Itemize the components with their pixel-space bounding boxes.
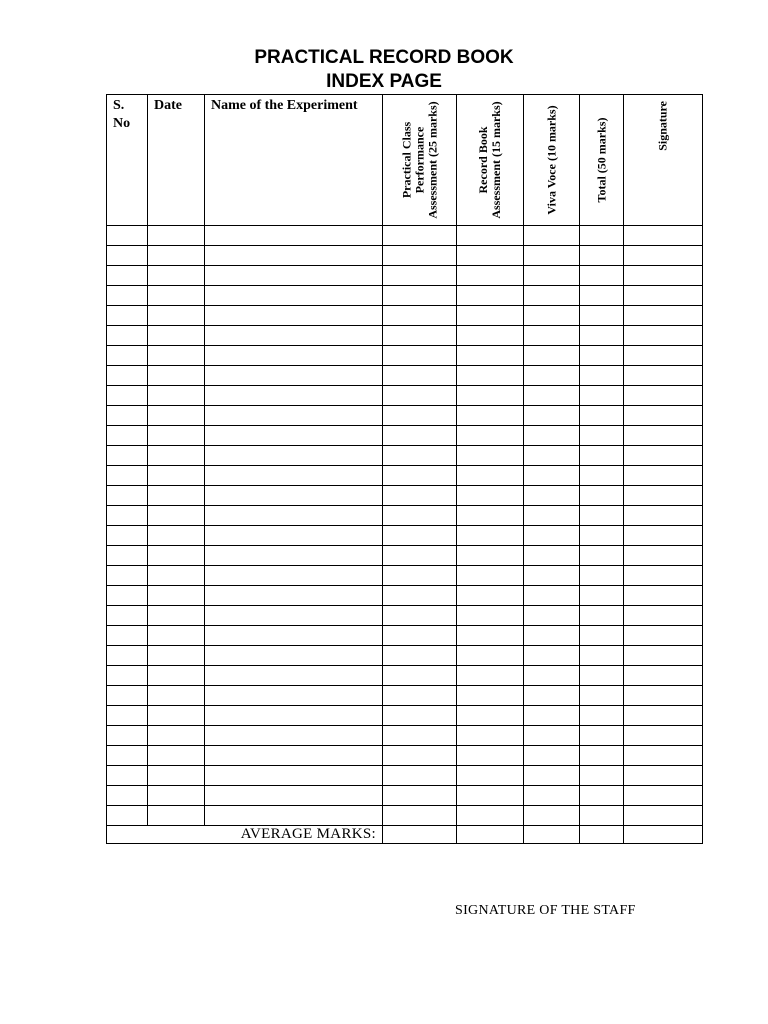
average-practical-cell[interactable]	[383, 826, 457, 844]
cell-signature[interactable]	[624, 526, 703, 546]
cell-date[interactable]	[148, 366, 205, 386]
cell-record[interactable]	[457, 686, 524, 706]
cell-signature[interactable]	[624, 446, 703, 466]
cell-viva[interactable]	[524, 406, 580, 426]
table-row	[107, 226, 703, 246]
cell-practical[interactable]	[383, 486, 457, 506]
cell-date[interactable]	[148, 286, 205, 306]
cell-date[interactable]	[148, 526, 205, 546]
cell-sno[interactable]	[107, 766, 148, 786]
cell-record[interactable]	[457, 466, 524, 486]
cell-sno[interactable]	[107, 466, 148, 486]
cell-viva[interactable]	[524, 346, 580, 366]
cell-total[interactable]	[580, 646, 624, 666]
cell-practical[interactable]	[383, 286, 457, 306]
table-row	[107, 766, 703, 786]
cell-date[interactable]	[148, 326, 205, 346]
col-header-date: Date	[148, 95, 205, 226]
cell-date[interactable]	[148, 566, 205, 586]
cell-total[interactable]	[580, 786, 624, 806]
cell-record[interactable]	[457, 266, 524, 286]
cell-viva[interactable]	[524, 766, 580, 786]
cell-experiment[interactable]	[205, 226, 383, 246]
cell-sno[interactable]	[107, 406, 148, 426]
average-row	[107, 826, 703, 844]
table-row	[107, 606, 703, 626]
table-body	[107, 226, 703, 826]
cell-sno[interactable]	[107, 446, 148, 466]
cell-date[interactable]	[148, 726, 205, 746]
col-header-record-label: Record Book Assessment (15 marks)	[476, 101, 503, 219]
cell-record[interactable]	[457, 306, 524, 326]
cell-experiment[interactable]	[205, 346, 383, 366]
cell-viva[interactable]	[524, 566, 580, 586]
cell-practical[interactable]	[383, 386, 457, 406]
cell-date[interactable]	[148, 226, 205, 246]
table-row	[107, 686, 703, 706]
index-table	[106, 94, 703, 844]
col-header-signature	[624, 95, 703, 226]
col-header-experiment: Name of the Experiment	[205, 95, 383, 226]
cell-signature[interactable]	[624, 746, 703, 766]
cell-total[interactable]	[580, 746, 624, 766]
cell-practical[interactable]	[383, 346, 457, 366]
cell-viva[interactable]	[524, 306, 580, 326]
cell-sno[interactable]	[107, 426, 148, 446]
cell-signature[interactable]	[624, 566, 703, 586]
average-record-cell[interactable]	[457, 826, 524, 844]
cell-sno[interactable]	[107, 806, 148, 826]
cell-date[interactable]	[148, 666, 205, 686]
cell-record[interactable]	[457, 606, 524, 626]
cell-signature[interactable]	[624, 806, 703, 826]
cell-record[interactable]	[457, 646, 524, 666]
cell-record[interactable]	[457, 426, 524, 446]
table-row	[107, 786, 703, 806]
cell-practical[interactable]	[383, 626, 457, 646]
cell-signature[interactable]	[624, 586, 703, 606]
cell-experiment[interactable]	[205, 606, 383, 626]
cell-signature[interactable]	[624, 686, 703, 706]
cell-sno[interactable]	[107, 486, 148, 506]
page-subtitle: INDEX PAGE	[326, 71, 442, 92]
cell-record[interactable]	[457, 506, 524, 526]
cell-signature[interactable]	[624, 386, 703, 406]
cell-date[interactable]	[148, 606, 205, 626]
cell-viva[interactable]	[524, 506, 580, 526]
cell-total[interactable]	[580, 626, 624, 646]
cell-signature[interactable]	[624, 286, 703, 306]
cell-practical[interactable]	[383, 686, 457, 706]
cell-practical[interactable]	[383, 806, 457, 826]
cell-practical[interactable]	[383, 466, 457, 486]
cell-practical[interactable]	[383, 246, 457, 266]
col-header-total-label: Total (50 marks)	[594, 117, 608, 203]
cell-total[interactable]	[580, 666, 624, 686]
cell-sno[interactable]	[107, 306, 148, 326]
cell-practical[interactable]	[383, 446, 457, 466]
table-row	[107, 406, 703, 426]
cell-practical[interactable]	[383, 706, 457, 726]
table-row	[107, 466, 703, 486]
col-header-signature-label: Signature	[655, 101, 670, 151]
cell-viva[interactable]	[524, 806, 580, 826]
table-row	[107, 326, 703, 346]
col-header-sno: S. No	[107, 95, 148, 226]
cell-experiment[interactable]	[205, 746, 383, 766]
cell-total[interactable]	[580, 446, 624, 466]
cell-practical[interactable]	[383, 506, 457, 526]
cell-signature[interactable]	[624, 326, 703, 346]
cell-sno[interactable]	[107, 566, 148, 586]
cell-experiment[interactable]	[205, 446, 383, 466]
cell-total[interactable]	[580, 806, 624, 826]
cell-viva[interactable]	[524, 646, 580, 666]
cell-date[interactable]	[148, 546, 205, 566]
cell-practical[interactable]	[383, 306, 457, 326]
table-row	[107, 566, 703, 586]
cell-viva[interactable]	[524, 726, 580, 746]
cell-signature[interactable]	[624, 506, 703, 526]
cell-date[interactable]	[148, 686, 205, 706]
cell-record[interactable]	[457, 666, 524, 686]
cell-signature[interactable]	[624, 266, 703, 286]
table-row	[107, 246, 703, 266]
cell-practical[interactable]	[383, 766, 457, 786]
cell-sno[interactable]	[107, 606, 148, 626]
cell-total[interactable]	[580, 706, 624, 726]
cell-total[interactable]	[580, 246, 624, 266]
cell-record[interactable]	[457, 626, 524, 646]
cell-signature[interactable]	[624, 246, 703, 266]
cell-record[interactable]	[457, 706, 524, 726]
cell-experiment[interactable]	[205, 386, 383, 406]
cell-practical[interactable]	[383, 426, 457, 446]
cell-record[interactable]	[457, 326, 524, 346]
average-marks-label: AVERAGE MARKS:	[107, 826, 383, 844]
table-row	[107, 426, 703, 446]
cell-total[interactable]	[580, 586, 624, 606]
cell-sno[interactable]	[107, 286, 148, 306]
cell-date[interactable]	[148, 806, 205, 826]
cell-experiment[interactable]	[205, 306, 383, 326]
cell-signature[interactable]	[624, 766, 703, 786]
table-row	[107, 486, 703, 506]
cell-total[interactable]	[580, 566, 624, 586]
average-total-cell[interactable]	[580, 826, 624, 844]
cell-experiment[interactable]	[205, 766, 383, 786]
cell-date[interactable]	[148, 626, 205, 646]
table-row	[107, 806, 703, 826]
cell-experiment[interactable]	[205, 786, 383, 806]
cell-experiment[interactable]	[205, 666, 383, 686]
cell-sno[interactable]	[107, 706, 148, 726]
cell-total[interactable]	[580, 526, 624, 546]
cell-experiment[interactable]	[205, 486, 383, 506]
cell-viva[interactable]	[524, 786, 580, 806]
cell-record[interactable]	[457, 366, 524, 386]
cell-record[interactable]	[457, 546, 524, 566]
cell-sno[interactable]	[107, 626, 148, 646]
cell-signature[interactable]	[624, 626, 703, 646]
cell-sno[interactable]	[107, 546, 148, 566]
cell-viva[interactable]	[524, 326, 580, 346]
cell-sno[interactable]	[107, 526, 148, 546]
cell-sno[interactable]	[107, 646, 148, 666]
cell-experiment[interactable]	[205, 646, 383, 666]
cell-viva[interactable]	[524, 586, 580, 606]
cell-total[interactable]	[580, 346, 624, 366]
cell-sno[interactable]	[107, 246, 148, 266]
cell-sno[interactable]	[107, 326, 148, 346]
table-row	[107, 746, 703, 766]
table-row	[107, 546, 703, 566]
cell-viva[interactable]	[524, 526, 580, 546]
cell-practical[interactable]	[383, 326, 457, 346]
cell-practical[interactable]	[383, 406, 457, 426]
cell-total[interactable]	[580, 326, 624, 346]
cell-record[interactable]	[457, 586, 524, 606]
cell-record[interactable]	[457, 406, 524, 426]
cell-practical[interactable]	[383, 786, 457, 806]
cell-record[interactable]	[457, 386, 524, 406]
cell-experiment[interactable]	[205, 686, 383, 706]
cell-viva[interactable]	[524, 746, 580, 766]
cell-date[interactable]	[148, 386, 205, 406]
cell-total[interactable]	[580, 606, 624, 626]
cell-record[interactable]	[457, 526, 524, 546]
cell-signature[interactable]	[624, 666, 703, 686]
cell-experiment[interactable]	[205, 566, 383, 586]
cell-total[interactable]	[580, 486, 624, 506]
col-header-practical-label: Practical Class Performance Assessment (25 marks)	[399, 101, 439, 219]
cell-signature[interactable]	[624, 646, 703, 666]
cell-date[interactable]	[148, 646, 205, 666]
table-row	[107, 726, 703, 746]
cell-signature[interactable]	[624, 606, 703, 626]
cell-record[interactable]	[457, 786, 524, 806]
cell-experiment[interactable]	[205, 526, 383, 546]
cell-total[interactable]	[580, 266, 624, 286]
table-row	[107, 586, 703, 606]
cell-experiment[interactable]	[205, 426, 383, 446]
cell-signature[interactable]	[624, 706, 703, 726]
average-viva-cell[interactable]	[524, 826, 580, 844]
cell-viva[interactable]	[524, 286, 580, 306]
cell-total[interactable]	[580, 766, 624, 786]
cell-sno[interactable]	[107, 386, 148, 406]
cell-viva[interactable]	[524, 466, 580, 486]
cell-signature[interactable]	[624, 406, 703, 426]
cell-date[interactable]	[148, 346, 205, 366]
cell-viva[interactable]	[524, 386, 580, 406]
table-row	[107, 646, 703, 666]
cell-record[interactable]	[457, 766, 524, 786]
cell-practical[interactable]	[383, 546, 457, 566]
table-row	[107, 446, 703, 466]
cell-total[interactable]	[580, 386, 624, 406]
cell-experiment[interactable]	[205, 366, 383, 386]
table-row	[107, 626, 703, 646]
table-row	[107, 386, 703, 406]
cell-date[interactable]	[148, 306, 205, 326]
cell-signature[interactable]	[624, 306, 703, 326]
cell-viva[interactable]	[524, 246, 580, 266]
cell-record[interactable]	[457, 246, 524, 266]
table-row	[107, 706, 703, 726]
table-row	[107, 666, 703, 686]
cell-experiment[interactable]	[205, 466, 383, 486]
cell-experiment[interactable]	[205, 266, 383, 286]
cell-practical[interactable]	[383, 726, 457, 746]
cell-date[interactable]	[148, 706, 205, 726]
cell-sno[interactable]	[107, 726, 148, 746]
cell-practical[interactable]	[383, 526, 457, 546]
cell-viva[interactable]	[524, 266, 580, 286]
cell-viva[interactable]	[524, 706, 580, 726]
header-row	[107, 95, 703, 226]
table-row	[107, 366, 703, 386]
cell-total[interactable]	[580, 366, 624, 386]
cell-viva[interactable]	[524, 666, 580, 686]
cell-practical[interactable]	[383, 586, 457, 606]
cell-signature[interactable]	[624, 466, 703, 486]
cell-practical[interactable]	[383, 266, 457, 286]
cell-practical[interactable]	[383, 226, 457, 246]
cell-date[interactable]	[148, 746, 205, 766]
cell-sno[interactable]	[107, 586, 148, 606]
cell-practical[interactable]	[383, 606, 457, 626]
cell-date[interactable]	[148, 426, 205, 446]
cell-total[interactable]	[580, 726, 624, 746]
average-signature-cell[interactable]	[624, 826, 703, 844]
col-header-record	[457, 95, 524, 226]
cell-record[interactable]	[457, 726, 524, 746]
cell-signature[interactable]	[624, 226, 703, 246]
cell-date[interactable]	[148, 766, 205, 786]
page-title: PRACTICAL RECORD BOOK	[254, 47, 514, 68]
cell-signature[interactable]	[624, 726, 703, 746]
cell-signature[interactable]	[624, 366, 703, 386]
cell-sno[interactable]	[107, 226, 148, 246]
cell-experiment[interactable]	[205, 326, 383, 346]
cell-sno[interactable]	[107, 686, 148, 706]
cell-date[interactable]	[148, 266, 205, 286]
cell-experiment[interactable]	[205, 546, 383, 566]
cell-signature[interactable]	[624, 346, 703, 366]
cell-viva[interactable]	[524, 426, 580, 446]
cell-total[interactable]	[580, 466, 624, 486]
col-header-viva	[524, 95, 580, 226]
cell-viva[interactable]	[524, 226, 580, 246]
cell-practical[interactable]	[383, 366, 457, 386]
table-row	[107, 266, 703, 286]
cell-date[interactable]	[148, 466, 205, 486]
cell-practical[interactable]	[383, 566, 457, 586]
col-header-viva-label: Viva Voce (10 marks)	[544, 105, 558, 215]
cell-experiment[interactable]	[205, 586, 383, 606]
cell-experiment[interactable]	[205, 506, 383, 526]
cell-total[interactable]	[580, 686, 624, 706]
cell-date[interactable]	[148, 486, 205, 506]
cell-experiment[interactable]	[205, 726, 383, 746]
cell-record[interactable]	[457, 446, 524, 466]
cell-date[interactable]	[148, 246, 205, 266]
cell-viva[interactable]	[524, 446, 580, 466]
col-header-total	[580, 95, 624, 226]
cell-signature[interactable]	[624, 486, 703, 506]
cell-practical[interactable]	[383, 666, 457, 686]
cell-date[interactable]	[148, 586, 205, 606]
cell-sno[interactable]	[107, 366, 148, 386]
cell-total[interactable]	[580, 426, 624, 446]
cell-record[interactable]	[457, 286, 524, 306]
cell-total[interactable]	[580, 226, 624, 246]
cell-experiment[interactable]	[205, 706, 383, 726]
cell-record[interactable]	[457, 566, 524, 586]
cell-sno[interactable]	[107, 666, 148, 686]
cell-experiment[interactable]	[205, 626, 383, 646]
cell-sno[interactable]	[107, 786, 148, 806]
cell-experiment[interactable]	[205, 806, 383, 826]
cell-experiment[interactable]	[205, 246, 383, 266]
cell-viva[interactable]	[524, 366, 580, 386]
cell-signature[interactable]	[624, 426, 703, 446]
cell-sno[interactable]	[107, 746, 148, 766]
cell-record[interactable]	[457, 486, 524, 506]
cell-viva[interactable]	[524, 626, 580, 646]
cell-total[interactable]	[580, 546, 624, 566]
cell-total[interactable]	[580, 406, 624, 426]
col-header-practical	[383, 95, 457, 226]
table-row	[107, 346, 703, 366]
cell-date[interactable]	[148, 406, 205, 426]
cell-total[interactable]	[580, 286, 624, 306]
cell-record[interactable]	[457, 806, 524, 826]
cell-viva[interactable]	[524, 686, 580, 706]
cell-practical[interactable]	[383, 646, 457, 666]
cell-date[interactable]	[148, 506, 205, 526]
cell-total[interactable]	[580, 506, 624, 526]
table-row	[107, 526, 703, 546]
cell-viva[interactable]	[524, 486, 580, 506]
cell-signature[interactable]	[624, 786, 703, 806]
staff-signature-label: SIGNATURE OF THE STAFF	[455, 903, 636, 918]
cell-sno[interactable]	[107, 266, 148, 286]
table-row	[107, 286, 703, 306]
cell-sno[interactable]	[107, 506, 148, 526]
cell-viva[interactable]	[524, 606, 580, 626]
cell-viva[interactable]	[524, 546, 580, 566]
table-row	[107, 306, 703, 326]
cell-sno[interactable]	[107, 346, 148, 366]
cell-date[interactable]	[148, 786, 205, 806]
table-row	[107, 506, 703, 526]
cell-record[interactable]	[457, 346, 524, 366]
cell-experiment[interactable]	[205, 286, 383, 306]
cell-record[interactable]	[457, 746, 524, 766]
cell-date[interactable]	[148, 446, 205, 466]
cell-experiment[interactable]	[205, 406, 383, 426]
cell-practical[interactable]	[383, 746, 457, 766]
cell-signature[interactable]	[624, 546, 703, 566]
cell-total[interactable]	[580, 306, 624, 326]
cell-record[interactable]	[457, 226, 524, 246]
